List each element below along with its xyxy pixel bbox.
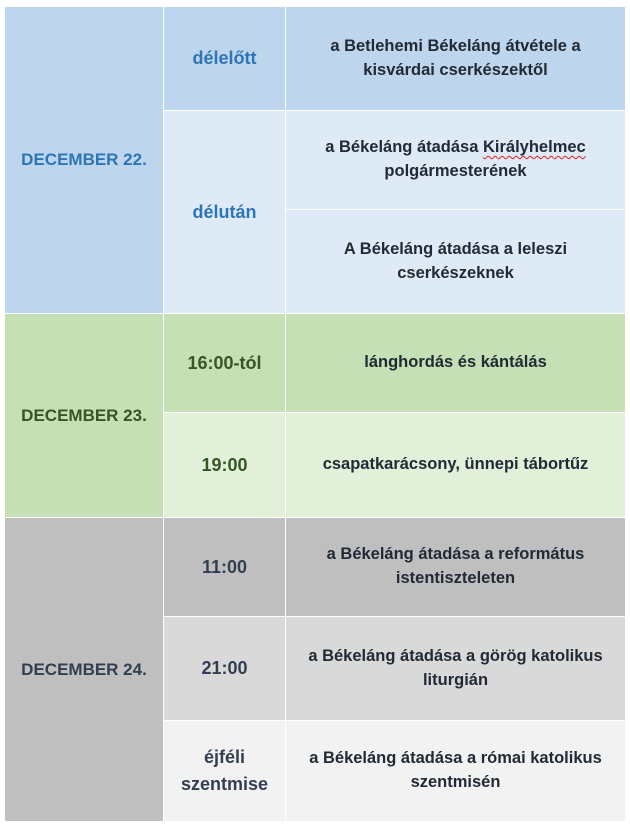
time-cell: 21:00 xyxy=(164,617,286,721)
activity-cell xyxy=(286,111,626,210)
time-cell: éjféli szentmise xyxy=(164,721,286,822)
activity-cell: a Békeláng átadása a római katolikus szentmisén xyxy=(286,721,626,822)
time-cell: délután xyxy=(164,111,286,314)
activity-cell: A Békeláng átadása a leleszi cserkészeknek xyxy=(286,210,626,314)
table-row xyxy=(5,518,626,617)
place-name: Királyhelmec xyxy=(483,138,586,157)
time-cell: 19:00 xyxy=(164,413,286,518)
activity-text: polgármesterének xyxy=(384,162,527,180)
activity-cell: a Békeláng átadása a református istentiszteleten xyxy=(286,518,626,617)
activity-cell: lánghordás és kántálás xyxy=(286,314,626,413)
day-cell-dec23: DECEMBER 23. xyxy=(5,314,164,518)
day-cell-dec22: DECEMBER 22. xyxy=(5,7,164,314)
activity-text: a Békeláng átadása xyxy=(325,138,483,157)
table-row xyxy=(5,7,626,111)
activity-cell: a Betlehemi Békeláng átvétele a kisvárdai cserkészektől xyxy=(286,7,626,111)
time-cell: 11:00 xyxy=(164,518,286,617)
day-cell-dec24: DECEMBER 24. xyxy=(5,518,164,822)
schedule-table xyxy=(4,6,626,822)
activity-cell: a Békeláng átadása a görög katolikus liturgián xyxy=(286,617,626,721)
table-row xyxy=(5,314,626,413)
time-cell: délelőtt xyxy=(164,7,286,111)
activity-cell: csapatkarácsony, ünnepi tábortűz xyxy=(286,413,626,518)
time-cell: 16:00-tól xyxy=(164,314,286,413)
